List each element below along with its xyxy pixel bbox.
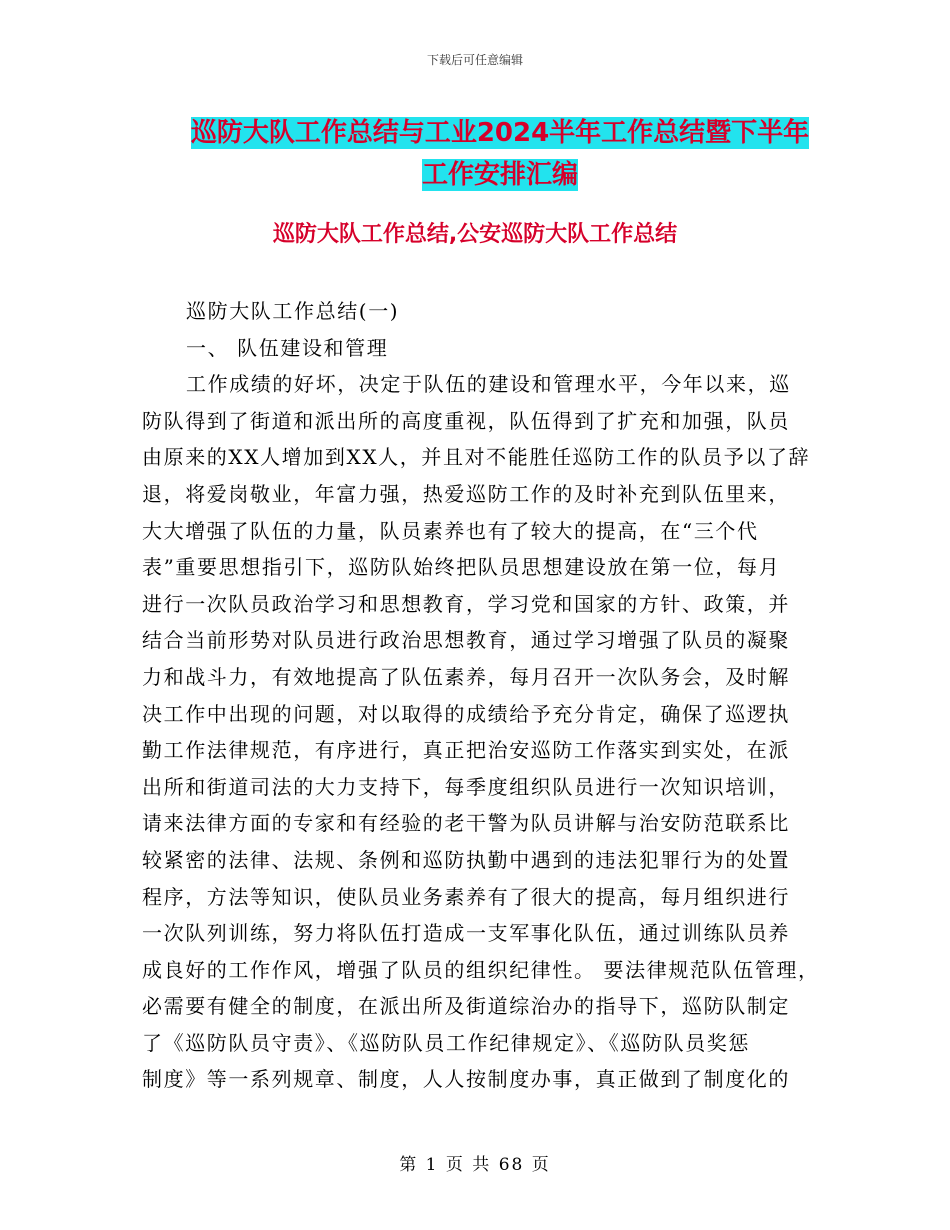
paragraph-line: 工作成绩的好坏，决定于队伍的建设和管理水平，今年以来，巡 <box>186 372 791 397</box>
paragraph-line: 一次队列训练，努力将队伍打造成一支军事化队伍，通过训练队员养 <box>142 921 790 946</box>
paragraph-line: 决工作中出现的问题，对以取得的成绩给予充分肯定，确保了巡逻执 <box>142 701 790 726</box>
paragraph-line: 防队得到了街道和派出所的高度重视，队伍得到了扩充和加强，队员 <box>142 408 790 433</box>
paragraph-line: 成良好的工作作风，增强了队员的组织纪律性。 要法律规范队伍管理， <box>142 957 820 982</box>
paragraph-line: 大大增强了队伍的力量，队员素养也有了较大的提高，在“三个代 <box>142 518 759 543</box>
section-heading: 巡防大队工作总结(一) <box>186 299 400 323</box>
paragraph-line: 较紧密的法律、法规、条例和巡防执勤中遇到的违法犯罪行为的处置 <box>142 847 790 872</box>
paragraph-line: 进行一次队员政治学习和思想教育，学习党和国家的方针、政策，并 <box>142 591 790 616</box>
document-body <box>142 293 822 1098</box>
paragraph-line: 力和战斗力，有效地提高了队伍素养，每月召开一次队务会，及时解 <box>142 664 790 689</box>
paragraph-line: 勤工作法律规范，有序进行，真正把治安巡防工作落实到实处，在派 <box>142 738 790 763</box>
page-header-note: 下载后可任意编辑 <box>426 53 523 67</box>
document-title <box>150 112 850 196</box>
subsection-heading: 一、 队伍建设和管理 <box>186 335 389 360</box>
paragraph-line: 由原来的XX人增加到XX人，并且对不能胜任巡防工作的队员予以了辞 <box>142 445 811 470</box>
paragraph-line: 制度》等一系列规章、制度，人人按制度办事，真正做到了制度化的 <box>142 1067 790 1092</box>
title-line-2: 工作安排汇编 <box>421 160 578 190</box>
document-subtitle: 巡防大队工作总结,公安巡防大队工作总结 <box>272 222 678 247</box>
paragraph-line: 必需要有健全的制度，在派出所及街道综治办的指导下，巡防队制定 <box>142 994 790 1019</box>
paragraph-line: 退，将爱岗敬业，年富力强，热爱巡防工作的及时补充到队伍里来， <box>142 481 790 506</box>
page-number: 第 1 页 共 68 页 <box>399 1155 551 1175</box>
paragraph-line: 请来法律方面的专家和有经验的老干警为队员讲解与治安防范联系比 <box>142 811 790 836</box>
paragraph-line: 了《巡防队员守责》、《巡防队员工作纪律规定》、《巡防队员奖惩 <box>142 1030 750 1055</box>
paragraph-line: 出所和街道司法的大力支持下，每季度组织队员进行一次知识培训， <box>142 774 790 799</box>
paragraph-line: 结合当前形势对队员进行政治思想教育，通过学习增强了队员的凝聚 <box>142 628 790 653</box>
paragraph-line: 表”重要思想指引下，巡防队始终把队员思想建设放在第一位，每月 <box>142 555 781 580</box>
paragraph-line: 程序，方法等知识，使队员业务素养有了很大的提高，每月组织进行 <box>142 884 790 909</box>
title-line-1: 巡防大队工作总结与工业2024半年工作总结暨下半年 <box>190 118 810 148</box>
